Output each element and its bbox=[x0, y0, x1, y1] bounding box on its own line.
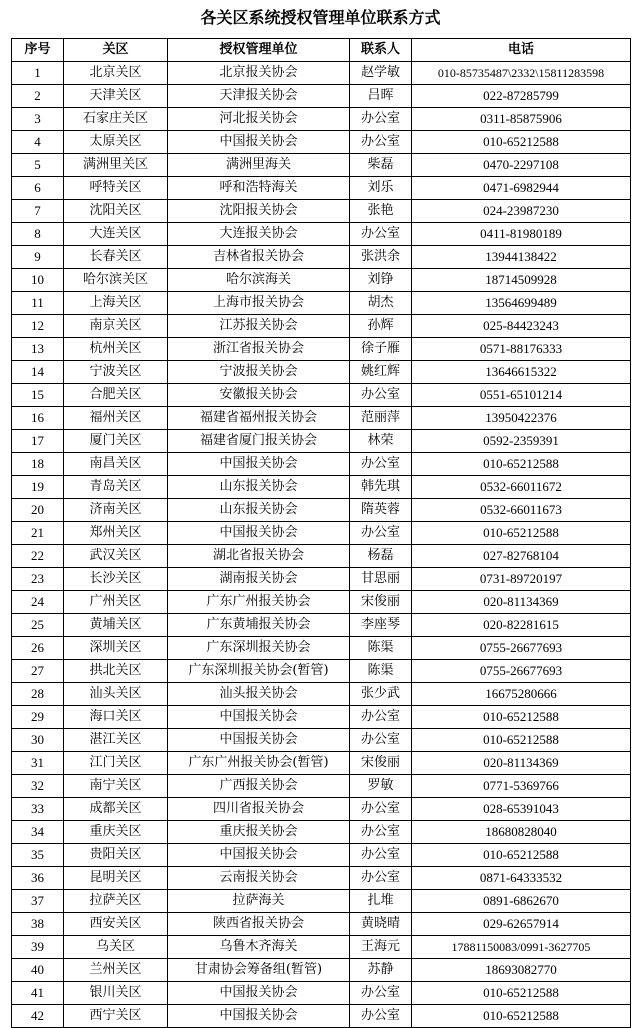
cell-phone: 010-65212588 bbox=[412, 453, 631, 476]
cell-index: 11 bbox=[12, 292, 64, 315]
cell-authorized-unit: 拉萨海关 bbox=[168, 890, 350, 913]
cell-contact-person: 办公室 bbox=[350, 982, 412, 1005]
cell-phone: 18693082770 bbox=[412, 959, 631, 982]
cell-phone: 027-82768104 bbox=[412, 545, 631, 568]
cell-phone: 010-65212588 bbox=[412, 982, 631, 1005]
cell-customs-district: 青岛关区 bbox=[64, 476, 168, 499]
cell-authorized-unit: 福建省厦门报关协会 bbox=[168, 430, 350, 453]
cell-contact-person: 办公室 bbox=[350, 131, 412, 154]
column-header-customs-district: 关区 bbox=[64, 39, 168, 62]
cell-index: 16 bbox=[12, 407, 64, 430]
cell-phone: 18714509928 bbox=[412, 269, 631, 292]
cell-index: 24 bbox=[12, 591, 64, 614]
table-row bbox=[12, 798, 631, 821]
cell-contact-person: 林荣 bbox=[350, 430, 412, 453]
cell-customs-district: 满洲里关区 bbox=[64, 154, 168, 177]
table-row bbox=[12, 62, 631, 85]
cell-customs-district: 长春关区 bbox=[64, 246, 168, 269]
cell-index: 37 bbox=[12, 890, 64, 913]
cell-customs-district: 福州关区 bbox=[64, 407, 168, 430]
cell-phone: 0871-64333532 bbox=[412, 867, 631, 890]
cell-contact-person: 张艳 bbox=[350, 200, 412, 223]
table-body bbox=[12, 62, 631, 1028]
cell-index: 18 bbox=[12, 453, 64, 476]
cell-contact-person: 办公室 bbox=[350, 1005, 412, 1028]
cell-customs-district: 汕头关区 bbox=[64, 683, 168, 706]
table-row bbox=[12, 890, 631, 913]
cell-index: 17 bbox=[12, 430, 64, 453]
cell-authorized-unit: 云南报关协会 bbox=[168, 867, 350, 890]
cell-customs-district: 济南关区 bbox=[64, 499, 168, 522]
cell-customs-district: 哈尔滨关区 bbox=[64, 269, 168, 292]
cell-phone: 13646615322 bbox=[412, 361, 631, 384]
page-title: 各关区系统授权管理单位联系方式 bbox=[200, 8, 441, 27]
cell-contact-person: 黄晓晴 bbox=[350, 913, 412, 936]
cell-phone: 0471-6982944 bbox=[412, 177, 631, 200]
cell-index: 41 bbox=[12, 982, 64, 1005]
cell-contact-person: 姚红辉 bbox=[350, 361, 412, 384]
cell-customs-district: 拱北关区 bbox=[64, 660, 168, 683]
column-header-contact-person: 联系人 bbox=[350, 39, 412, 62]
cell-index: 31 bbox=[12, 752, 64, 775]
table-row bbox=[12, 982, 631, 1005]
cell-customs-district: 北京关区 bbox=[64, 62, 168, 85]
table-header bbox=[12, 39, 631, 62]
cell-authorized-unit: 湖北省报关协会 bbox=[168, 545, 350, 568]
cell-index: 25 bbox=[12, 614, 64, 637]
table-row bbox=[12, 407, 631, 430]
cell-authorized-unit: 中国报关协会 bbox=[168, 982, 350, 1005]
cell-contact-person: 办公室 bbox=[350, 798, 412, 821]
cell-contact-person: 罗敏 bbox=[350, 775, 412, 798]
cell-customs-district: 杭州关区 bbox=[64, 338, 168, 361]
column-header-index: 序号 bbox=[12, 39, 64, 62]
cell-index: 12 bbox=[12, 315, 64, 338]
cell-customs-district: 南京关区 bbox=[64, 315, 168, 338]
table-row bbox=[12, 660, 631, 683]
table-row bbox=[12, 246, 631, 269]
cell-contact-person: 宋俊丽 bbox=[350, 752, 412, 775]
cell-customs-district: 银川关区 bbox=[64, 982, 168, 1005]
cell-phone: 13944138422 bbox=[412, 246, 631, 269]
cell-phone: 0470-2297108 bbox=[412, 154, 631, 177]
cell-index: 40 bbox=[12, 959, 64, 982]
cell-customs-district: 太原关区 bbox=[64, 131, 168, 154]
cell-phone: 010-65212588 bbox=[412, 706, 631, 729]
cell-index: 32 bbox=[12, 775, 64, 798]
cell-index: 42 bbox=[12, 1005, 64, 1028]
cell-index: 19 bbox=[12, 476, 64, 499]
cell-index: 1 bbox=[12, 62, 64, 85]
cell-index: 4 bbox=[12, 131, 64, 154]
table-row bbox=[12, 1005, 631, 1028]
cell-index: 26 bbox=[12, 637, 64, 660]
cell-index: 35 bbox=[12, 844, 64, 867]
table-row bbox=[12, 430, 631, 453]
cell-phone: 020-81134369 bbox=[412, 752, 631, 775]
cell-phone: 022-87285799 bbox=[412, 85, 631, 108]
cell-phone: 0551-65101214 bbox=[412, 384, 631, 407]
cell-contact-person: 刘乐 bbox=[350, 177, 412, 200]
cell-customs-district: 上海关区 bbox=[64, 292, 168, 315]
cell-contact-person: 王海元 bbox=[350, 936, 412, 959]
cell-authorized-unit: 中国报关协会 bbox=[168, 522, 350, 545]
cell-customs-district: 合肥关区 bbox=[64, 384, 168, 407]
cell-authorized-unit: 中国报关协会 bbox=[168, 729, 350, 752]
cell-phone: 0771-5369766 bbox=[412, 775, 631, 798]
cell-customs-district: 长沙关区 bbox=[64, 568, 168, 591]
table-row bbox=[12, 338, 631, 361]
cell-contact-person: 宋俊丽 bbox=[350, 591, 412, 614]
cell-authorized-unit: 乌鲁木齐海关 bbox=[168, 936, 350, 959]
table-row bbox=[12, 384, 631, 407]
cell-index: 14 bbox=[12, 361, 64, 384]
cell-index: 15 bbox=[12, 384, 64, 407]
cell-phone: 18680828040 bbox=[412, 821, 631, 844]
cell-contact-person: 办公室 bbox=[350, 522, 412, 545]
cell-phone: 020-82281615 bbox=[412, 614, 631, 637]
table-row bbox=[12, 476, 631, 499]
table-row bbox=[12, 752, 631, 775]
cell-index: 7 bbox=[12, 200, 64, 223]
cell-authorized-unit: 汕头报关协会 bbox=[168, 683, 350, 706]
table-row bbox=[12, 522, 631, 545]
cell-phone: 010-65212588 bbox=[412, 729, 631, 752]
table-row bbox=[12, 913, 631, 936]
table-row bbox=[12, 591, 631, 614]
cell-contact-person: 办公室 bbox=[350, 384, 412, 407]
cell-index: 5 bbox=[12, 154, 64, 177]
table-row bbox=[12, 568, 631, 591]
cell-contact-person: 办公室 bbox=[350, 453, 412, 476]
cell-index: 34 bbox=[12, 821, 64, 844]
cell-phone: 0755-26677693 bbox=[412, 660, 631, 683]
column-header-phone: 电话 bbox=[412, 39, 631, 62]
cell-contact-person: 李座琴 bbox=[350, 614, 412, 637]
table-row bbox=[12, 499, 631, 522]
cell-phone: 0592-2359391 bbox=[412, 430, 631, 453]
cell-authorized-unit: 宁波报关协会 bbox=[168, 361, 350, 384]
cell-contact-person: 韩先琪 bbox=[350, 476, 412, 499]
table-row bbox=[12, 706, 631, 729]
cell-phone: 010-65212588 bbox=[412, 1005, 631, 1028]
cell-authorized-unit: 江苏报关协会 bbox=[168, 315, 350, 338]
cell-authorized-unit: 福建省福州报关协会 bbox=[168, 407, 350, 430]
cell-customs-district: 沈阳关区 bbox=[64, 200, 168, 223]
cell-phone: 17881150083/0991-3627705 bbox=[412, 936, 631, 959]
table-row bbox=[12, 200, 631, 223]
cell-authorized-unit: 山东报关协会 bbox=[168, 476, 350, 499]
cell-phone: 028-65391043 bbox=[412, 798, 631, 821]
cell-phone: 024-23987230 bbox=[412, 200, 631, 223]
cell-customs-district: 石家庄关区 bbox=[64, 108, 168, 131]
cell-authorized-unit: 湖南报关协会 bbox=[168, 568, 350, 591]
cell-customs-district: 拉萨关区 bbox=[64, 890, 168, 913]
cell-phone: 16675280666 bbox=[412, 683, 631, 706]
table-row bbox=[12, 683, 631, 706]
cell-authorized-unit: 广东广州报关协会(暂管) bbox=[168, 752, 350, 775]
cell-phone: 025-84423243 bbox=[412, 315, 631, 338]
cell-customs-district: 贵阳关区 bbox=[64, 844, 168, 867]
cell-customs-district: 兰州关区 bbox=[64, 959, 168, 982]
cell-customs-district: 海口关区 bbox=[64, 706, 168, 729]
cell-customs-district: 深圳关区 bbox=[64, 637, 168, 660]
table-row bbox=[12, 269, 631, 292]
cell-customs-district: 昆明关区 bbox=[64, 867, 168, 890]
cell-contact-person: 孙辉 bbox=[350, 315, 412, 338]
cell-index: 38 bbox=[12, 913, 64, 936]
cell-contact-person: 胡杰 bbox=[350, 292, 412, 315]
cell-contact-person: 办公室 bbox=[350, 223, 412, 246]
cell-authorized-unit: 大连报关协会 bbox=[168, 223, 350, 246]
cell-index: 22 bbox=[12, 545, 64, 568]
cell-contact-person: 扎堆 bbox=[350, 890, 412, 913]
cell-authorized-unit: 北京报关协会 bbox=[168, 62, 350, 85]
header-row bbox=[12, 39, 631, 62]
table-row bbox=[12, 131, 631, 154]
cell-phone: 0532-66011673 bbox=[412, 499, 631, 522]
cell-phone: 13564699489 bbox=[412, 292, 631, 315]
cell-index: 8 bbox=[12, 223, 64, 246]
cell-authorized-unit: 中国报关协会 bbox=[168, 844, 350, 867]
cell-contact-person: 办公室 bbox=[350, 821, 412, 844]
cell-authorized-unit: 满洲里海关 bbox=[168, 154, 350, 177]
cell-index: 33 bbox=[12, 798, 64, 821]
cell-authorized-unit: 广东深圳报关协会 bbox=[168, 637, 350, 660]
cell-phone: 0891-6862670 bbox=[412, 890, 631, 913]
cell-authorized-unit: 河北报关协会 bbox=[168, 108, 350, 131]
cell-authorized-unit: 广东黄埔报关协会 bbox=[168, 614, 350, 637]
cell-authorized-unit: 中国报关协会 bbox=[168, 453, 350, 476]
cell-customs-district: 江门关区 bbox=[64, 752, 168, 775]
cell-index: 20 bbox=[12, 499, 64, 522]
cell-index: 23 bbox=[12, 568, 64, 591]
cell-contact-person: 吕晖 bbox=[350, 85, 412, 108]
table-row bbox=[12, 637, 631, 660]
cell-phone: 0731-89720197 bbox=[412, 568, 631, 591]
table-row bbox=[12, 315, 631, 338]
cell-authorized-unit: 广东深圳报关协会(暂管) bbox=[168, 660, 350, 683]
cell-authorized-unit: 沈阳报关协会 bbox=[168, 200, 350, 223]
cell-contact-person: 赵学敏 bbox=[350, 62, 412, 85]
table-row bbox=[12, 959, 631, 982]
cell-index: 29 bbox=[12, 706, 64, 729]
cell-phone: 0311-85875906 bbox=[412, 108, 631, 131]
cell-contact-person: 办公室 bbox=[350, 108, 412, 131]
table-row bbox=[12, 614, 631, 637]
cell-contact-person: 办公室 bbox=[350, 867, 412, 890]
cell-contact-person: 刘铮 bbox=[350, 269, 412, 292]
cell-customs-district: 宁波关区 bbox=[64, 361, 168, 384]
cell-index: 3 bbox=[12, 108, 64, 131]
cell-authorized-unit: 四川省报关协会 bbox=[168, 798, 350, 821]
cell-phone: 010-65212588 bbox=[412, 844, 631, 867]
cell-authorized-unit: 中国报关协会 bbox=[168, 1005, 350, 1028]
cell-contact-person: 陈渠 bbox=[350, 660, 412, 683]
cell-customs-district: 天津关区 bbox=[64, 85, 168, 108]
cell-customs-district: 呼特关区 bbox=[64, 177, 168, 200]
cell-authorized-unit: 安徽报关协会 bbox=[168, 384, 350, 407]
cell-authorized-unit: 广东广州报关协会 bbox=[168, 591, 350, 614]
cell-customs-district: 重庆关区 bbox=[64, 821, 168, 844]
cell-phone: 010-85735487\2332\15811283598 bbox=[412, 62, 631, 85]
cell-customs-district: 郑州关区 bbox=[64, 522, 168, 545]
cell-authorized-unit: 山东报关协会 bbox=[168, 499, 350, 522]
cell-phone: 13950422376 bbox=[412, 407, 631, 430]
table-row bbox=[12, 361, 631, 384]
cell-customs-district: 西宁关区 bbox=[64, 1005, 168, 1028]
table-row bbox=[12, 936, 631, 959]
cell-contact-person: 办公室 bbox=[350, 729, 412, 752]
cell-customs-district: 南昌关区 bbox=[64, 453, 168, 476]
table-row bbox=[12, 729, 631, 752]
cell-authorized-unit: 重庆报关协会 bbox=[168, 821, 350, 844]
table-row bbox=[12, 154, 631, 177]
cell-phone: 029-62657914 bbox=[412, 913, 631, 936]
cell-phone: 020-81134369 bbox=[412, 591, 631, 614]
table-row bbox=[12, 85, 631, 108]
table-row bbox=[12, 545, 631, 568]
cell-index: 27 bbox=[12, 660, 64, 683]
cell-contact-person: 苏静 bbox=[350, 959, 412, 982]
cell-index: 39 bbox=[12, 936, 64, 959]
cell-index: 13 bbox=[12, 338, 64, 361]
cell-index: 36 bbox=[12, 867, 64, 890]
cell-authorized-unit: 中国报关协会 bbox=[168, 131, 350, 154]
table-row bbox=[12, 821, 631, 844]
cell-authorized-unit: 广西报关协会 bbox=[168, 775, 350, 798]
cell-customs-district: 湛江关区 bbox=[64, 729, 168, 752]
cell-index: 9 bbox=[12, 246, 64, 269]
cell-customs-district: 武汉关区 bbox=[64, 545, 168, 568]
cell-customs-district: 厦门关区 bbox=[64, 430, 168, 453]
cell-authorized-unit: 甘肃协会筹备组(暂管) bbox=[168, 959, 350, 982]
cell-customs-district: 大连关区 bbox=[64, 223, 168, 246]
table-row bbox=[12, 775, 631, 798]
cell-phone: 0411-81980189 bbox=[412, 223, 631, 246]
cell-contact-person: 张洪余 bbox=[350, 246, 412, 269]
cell-index: 6 bbox=[12, 177, 64, 200]
cell-contact-person: 陈渠 bbox=[350, 637, 412, 660]
table-row bbox=[12, 453, 631, 476]
table-row bbox=[12, 844, 631, 867]
cell-phone: 010-65212588 bbox=[412, 522, 631, 545]
cell-authorized-unit: 天津报关协会 bbox=[168, 85, 350, 108]
cell-contact-person: 杨磊 bbox=[350, 545, 412, 568]
table-row bbox=[12, 223, 631, 246]
cell-contact-person: 张少武 bbox=[350, 683, 412, 706]
cell-customs-district: 黄埔关区 bbox=[64, 614, 168, 637]
cell-contact-person: 柴磊 bbox=[350, 154, 412, 177]
table-row bbox=[12, 292, 631, 315]
cell-phone: 0571-88176333 bbox=[412, 338, 631, 361]
cell-index: 2 bbox=[12, 85, 64, 108]
cell-phone: 0755-26677693 bbox=[412, 637, 631, 660]
cell-authorized-unit: 哈尔滨海关 bbox=[168, 269, 350, 292]
cell-customs-district: 成都关区 bbox=[64, 798, 168, 821]
cell-index: 28 bbox=[12, 683, 64, 706]
table-row bbox=[12, 108, 631, 131]
cell-customs-district: 南宁关区 bbox=[64, 775, 168, 798]
cell-customs-district: 西安关区 bbox=[64, 913, 168, 936]
table-row bbox=[12, 867, 631, 890]
cell-index: 21 bbox=[12, 522, 64, 545]
cell-authorized-unit: 陕西省报关协会 bbox=[168, 913, 350, 936]
cell-contact-person: 徐子雁 bbox=[350, 338, 412, 361]
cell-authorized-unit: 浙江省报关协会 bbox=[168, 338, 350, 361]
cell-authorized-unit: 上海市报关协会 bbox=[168, 292, 350, 315]
cell-phone: 0532-66011672 bbox=[412, 476, 631, 499]
cell-contact-person: 甘思丽 bbox=[350, 568, 412, 591]
table-row bbox=[12, 177, 631, 200]
cell-authorized-unit: 吉林省报关协会 bbox=[168, 246, 350, 269]
cell-contact-person: 隋英蓉 bbox=[350, 499, 412, 522]
cell-contact-person: 范丽萍 bbox=[350, 407, 412, 430]
cell-contact-person: 办公室 bbox=[350, 844, 412, 867]
cell-authorized-unit: 呼和浩特海关 bbox=[168, 177, 350, 200]
contacts-table bbox=[11, 38, 631, 1028]
column-header-authorized-unit: 授权管理单位 bbox=[168, 39, 350, 62]
cell-index: 10 bbox=[12, 269, 64, 292]
cell-customs-district: 广州关区 bbox=[64, 591, 168, 614]
cell-phone: 010-65212588 bbox=[412, 131, 631, 154]
cell-contact-person: 办公室 bbox=[350, 706, 412, 729]
cell-index: 30 bbox=[12, 729, 64, 752]
cell-customs-district: 乌关区 bbox=[64, 936, 168, 959]
cell-authorized-unit: 中国报关协会 bbox=[168, 706, 350, 729]
